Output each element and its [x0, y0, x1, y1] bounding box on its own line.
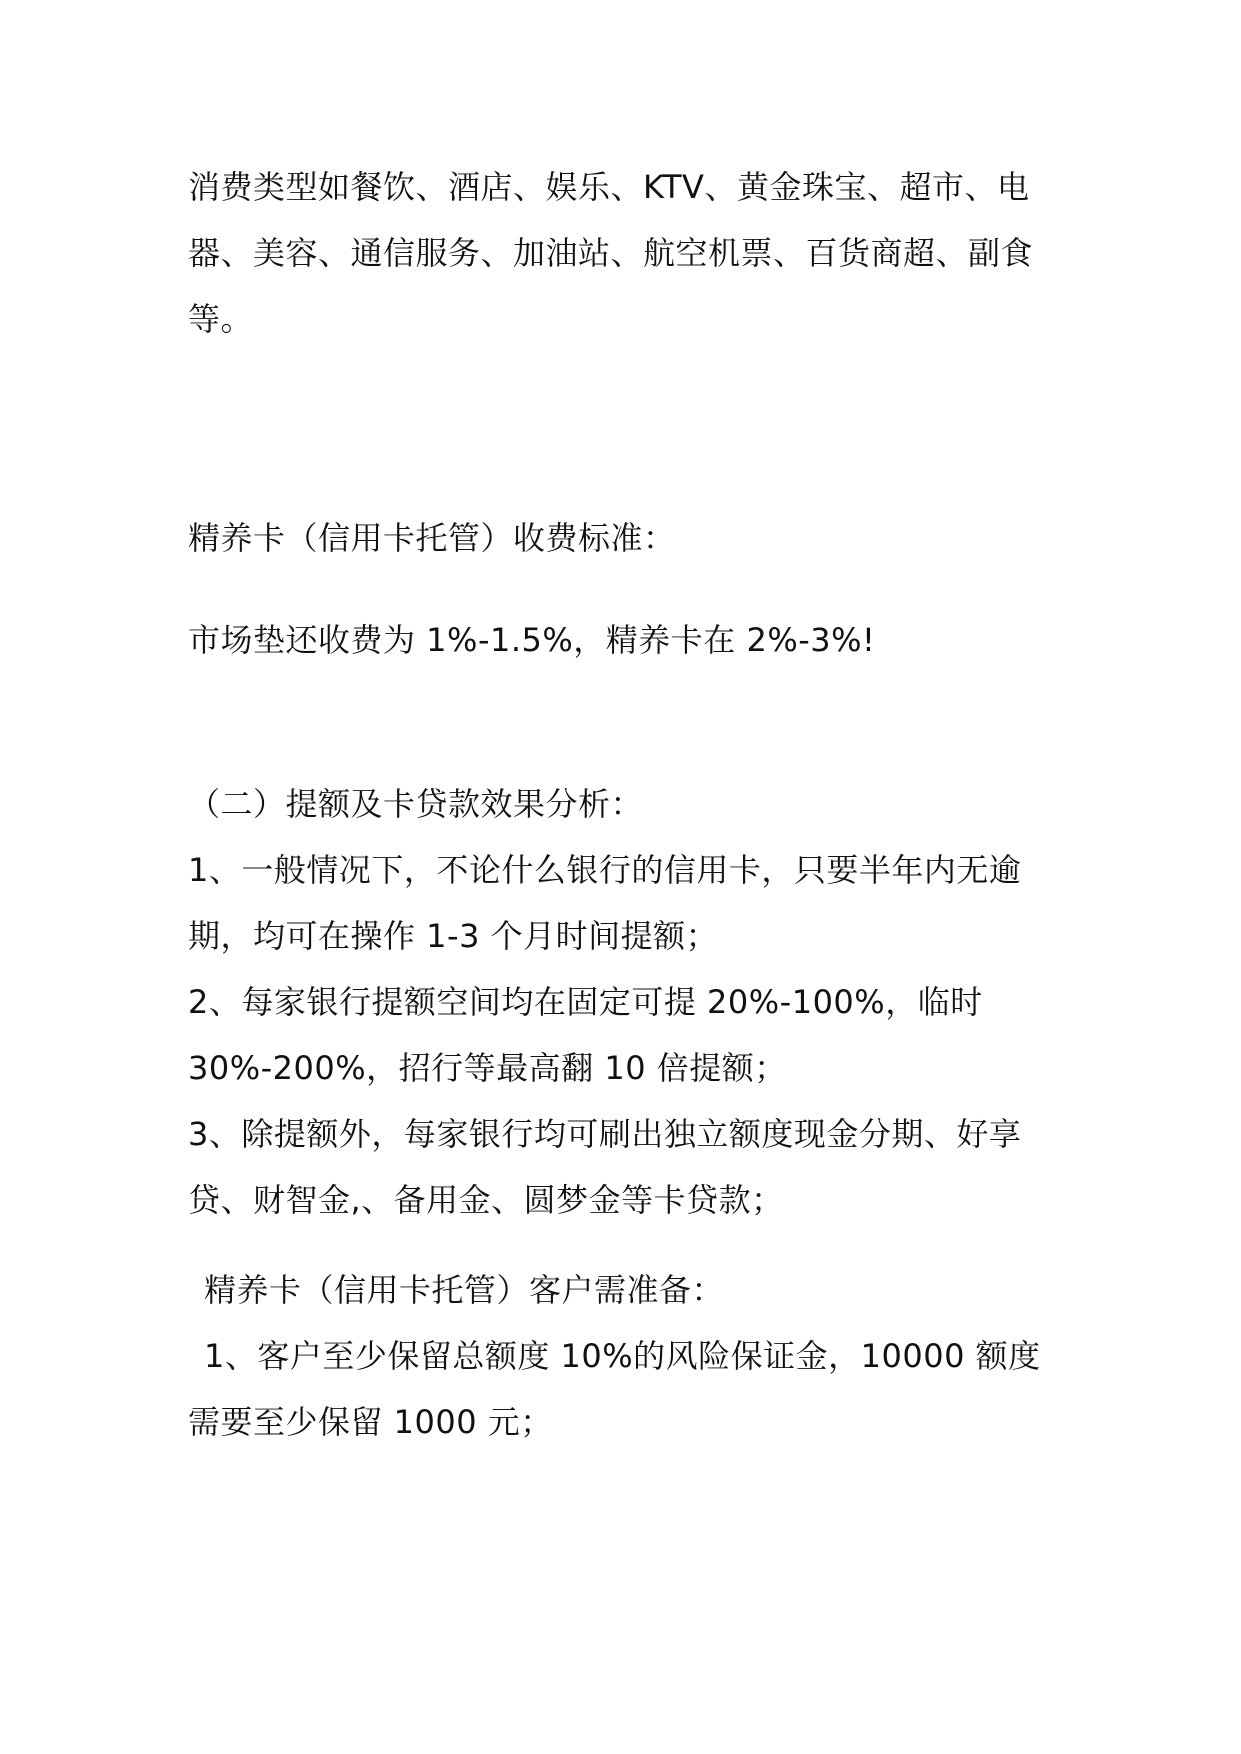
preparation-section [188, 1257, 1058, 1455]
preparation-line: 需要至少保留 1000 元； [188, 1403, 553, 1441]
analysis-line: 3、除提额外，每家银行均可刷出独立额度现金分期、好享 [188, 1115, 1022, 1153]
fee-text-block [188, 607, 1058, 673]
analysis-line: 30%-200%，招行等最高翻 10 倍提额； [188, 1049, 787, 1087]
preparation-line: 1、客户至少保留总额度 10%的风险保证金，10000 额度 [204, 1337, 1041, 1375]
analysis-line: 期，均可在操作 1-3 个月时间提额； [188, 917, 719, 955]
fee-heading: 精养卡（信用卡托管）收费标准： [188, 519, 676, 557]
preparation-heading: 精养卡（信用卡托管）客户需准备： [204, 1271, 725, 1309]
analysis-line: 贷、财智金,、备用金、圆梦金等卡贷款； [188, 1181, 784, 1219]
analysis-line: 2、每家银行提额空间均在固定可提 20%-100%，临时 [188, 983, 983, 1021]
consumption-types-paragraph [188, 154, 1058, 352]
fee-text: 市场垫还收费为 1%-1.5%，精养卡在 2%-3%! [188, 621, 876, 659]
analysis-line: 1、一般情况下，不论什么银行的信用卡，只要半年内无逾 [188, 851, 1022, 889]
paragraph-line: 器、美容、通信服务、加油站、航空机票、百货商超、副食 [188, 234, 1034, 272]
paragraph-line: 消费类型如餐饮、酒店、娱乐、KTV、黄金珠宝、超市、电 [188, 168, 1030, 206]
analysis-section [188, 771, 1058, 1233]
paragraph-line: 等。 [188, 300, 254, 338]
fee-heading-block [188, 505, 1058, 571]
analysis-heading: （二）提额及卡贷款效果分析： [188, 785, 644, 823]
